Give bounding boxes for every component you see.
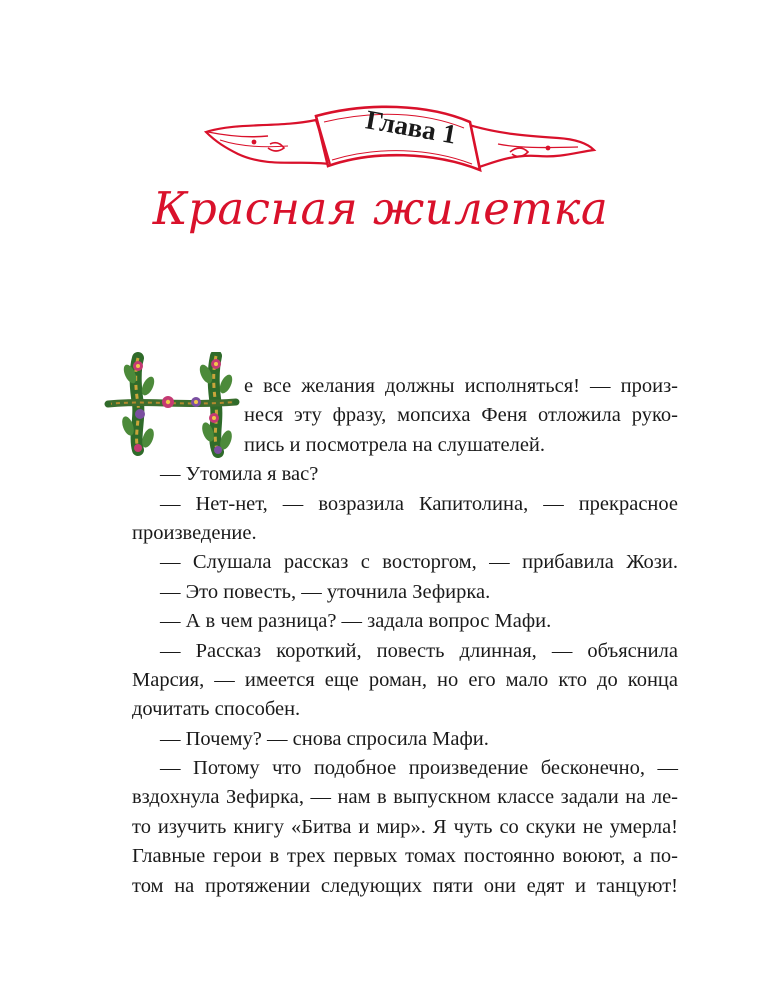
body-line: произведение.	[132, 521, 257, 544]
body-line: то изучить книгу «Битва и мир». Я чуть со скуки не умерла!	[132, 815, 678, 838]
body-line: — Слушала рассказ с восторгом, — прибавила Жози.	[160, 551, 678, 574]
body-line: Главные герои в трех первых томах постоянно воюют, а по-	[132, 845, 678, 868]
body-line: — Потому что подобное произведение бесконечно, —	[160, 757, 678, 780]
body-line: дочитать способен.	[132, 698, 301, 721]
body-line: — Это повесть, — уточнила Зефирка.	[160, 580, 491, 603]
body-line: е все желания должны исполняться! — произ-	[244, 375, 678, 397]
chapter-title: Красная жилетка	[152, 182, 609, 235]
chapter-body-text	[132, 372, 678, 901]
body-line: — Рассказ короткий, повесть длинная, — объяснила	[160, 639, 678, 662]
chapter-number: Глава 1	[363, 104, 459, 150]
body-line: — Нет-нет, — возразила Капитолина, — прекрасное	[160, 492, 678, 515]
body-line: вздохнула Зефирка, — нам в выпускном классе задали на ле-	[132, 786, 678, 809]
body-line: пись и посмотрела на слушателей.	[244, 433, 546, 456]
body-line: — Почему? — снова спросила Мафи.	[160, 727, 489, 750]
body-line: — А в чем разница? — задала вопрос Мафи.	[160, 610, 552, 633]
body-line: Марсия, — имеется еще роман, но его мало кто до конца	[132, 668, 678, 691]
body-line: — Утомила я вас?	[160, 463, 319, 486]
body-line: неся эту фразу, мопсиха Феня отложила руко-	[244, 404, 678, 427]
body-line: том на протяжении следующих пяти они едят и танцуют!	[132, 874, 678, 897]
